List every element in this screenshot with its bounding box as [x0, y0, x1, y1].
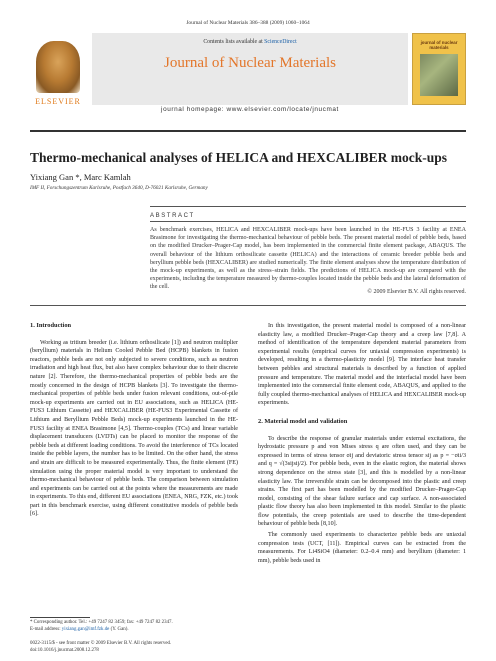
introduction-paragraph: Working as tritium breeder (i.e. lithium orthosilicate [1]) and neutron multiplier (beryllium) materials in Helium Cooled Pebble Bed (HCPB) blankets in fusion reactors, pebble beds are not only subjected to severe conditions, such as neutron irradiation and high heat flux, but also have complex behaviour due to their discrete nature [2]. Therefore, the thermo-mechanical properties of pebble beds are the mostly concerned in the design of HCPB blankets [3]. To investigate the thermo-mechanical properties of pebble beds under fusion relevant conditions, out-of-pile mock-up experiments are carried out in EU associations, such as HELICA (HE-FUS3 Lithium Cassette) and HEXCALIBER (HE-FUS3 Experimental Cassette of Lithium and Beryllium Pebble Beds) mock-up experiments launched in the HE-FUS3 facility at ENEA Brasimone [4,5]. Thermo-couples (TCs) and linear variable displacement transducers (LVDTs) can be placed to monitor the response of the pebble beds at different loading conditions. To avoid the interference of TCs located inside the pebble layers, the number has to be limited. On the other hand, the stress and strain are difficult to be measured experimentally. Thus, the finite element (FE) simulation using the proper material model is very important to understand the thermo-mechanical behaviour of pebble beds. The comparison between simulation and experiments can be carried out at the points where the measurements are made in experiments. To this end, different EU associations (ENEA, NRG, FZK, etc.) took part in this benchmark exercise, using different constitutive models of pebble beds [6]. — [30, 339, 238, 518]
author-email-link[interactable]: yixiang.gan@imf.fzk.de — [61, 626, 110, 632]
elsevier-wordmark: ELSEVIER — [35, 97, 81, 106]
author-list: Yixiang Gan *, Marc Kamlah — [30, 172, 131, 182]
journal-cover — [412, 33, 466, 105]
sciencedirect-link[interactable]: ScienceDirect — [264, 39, 297, 45]
model-paragraph-1: To describe the response of granular materials under external excitations, the hydrostatic pressure p and von Mises stress q are often used, and they can be expressed in terms of stress tensor σij and deviatoric stress tensor sij as p = −σii/3 and q = √(3sijsij/2). For pebble beds, even in the elastic region, the material shows strong dependence on the stress state [3], and this is modelled by a non-linear elasticity law. The irreversible strain can be decomposed into the plastic and creep strains. The first part has been modelled by the modified Drucker–Prager-Cap model, consisting of the shear failure surface and cap surface. A non-associated plastic flow theory has also been implemented in this model. Similar to the plastic flow potentials, the creep potentials are used to describe the time-dependent behaviour of pebble beds [8,10]. — [258, 435, 466, 528]
abstract-rule-bottom — [30, 305, 466, 306]
email-suffix: (Y. Gan). — [109, 626, 129, 632]
left-column — [30, 322, 238, 521]
journal-banner — [92, 33, 408, 105]
right-column — [258, 322, 466, 567]
abstract-heading: ABSTRACT — [150, 213, 195, 219]
article-title: Thermo-mechanical analyses of HELICA and HEXCALIBER mock-ups — [30, 150, 448, 165]
doi-link[interactable]: doi:10.1016/j.jnucmat.2008.12.278 — [30, 647, 99, 653]
footnote — [30, 620, 240, 633]
model-heading: 2. Material model and validation — [258, 417, 348, 425]
masthead — [30, 33, 466, 129]
contents-line — [92, 39, 408, 45]
cover-image — [420, 54, 458, 96]
journal-title: Journal of Nuclear Materials — [163, 55, 337, 71]
abstract-text: As benchmark exercises, HELICA and HEXCALIBER mock-ups have been launched in the HE-FUS 3 facility at ENEA Brasimone for investigating the thermo-mechanical behaviour of pebble beds. The present material model of pebble beds, based on the modified Drucker–Prager-Cap model, has been implemented in the commercial finite element package, ABAQUS. The overall behaviour of the lithium orthosilicate cassette (HELICA) and the interactions of ceramic breeder pebble beds and beryllium pebble beds (HEXCALIBER) are studied numerically. The finite element analyses show the temperature distribution of the mock-up experiments, as well as the stress–strain fields. The predictions of HELICA mock-up are compared with the experiments, including the temperature measured by thermo-couples located inside the pebble beds and the lateral deformation of the cell. — [150, 227, 466, 291]
corresponding-author-note: * Corresponding author. Tel.: +49 7247 82 3459; fax: +49 7247 82 2347. — [30, 620, 173, 625]
contents-prefix: Contents lists available at — [203, 39, 265, 45]
issn-line: 0022-3115/$ - see front matter © 2009 Elsevier B.V. All rights reserved. — [30, 641, 172, 646]
abstract-rule-top — [150, 206, 466, 207]
email-line — [30, 627, 240, 634]
email-label: E-mail address: — [30, 626, 62, 632]
introduction-heading: 1. Introduction — [30, 322, 72, 329]
citation-line: Journal of Nuclear Materials 386–388 (2009) 1060–1064 — [186, 20, 310, 26]
introduction-paragraph-2: In this investigation, the present material model is composed of a non-linear elasticity law, a modified Drucker–Prager-Cap theory and a creep law [7,8]. A method of identification of the temperature dependent material parameters from experimental results (empirical curves for uniaxial compression experiments) is developed, resulting in a thermo-plasticity model [9]. The interface heat transfer between pebbles and structural materials is described by a function of applied pressure and temperature. The material model and the interfacial model have been implemented into the commercial finite element code, ABAQUS, and applied to the fully coupled thermo-mechanical analyses of HELICA and HEXCALIBER mock-up experiments. — [258, 323, 466, 407]
footnote-rule — [30, 617, 90, 618]
issn-block — [30, 641, 171, 654]
elsevier-tree-icon — [36, 41, 80, 93]
elsevier-logo — [30, 41, 86, 111]
author-affiliation: IMF II, Forschungszentrum Karlsruhe, Postfach 3640, D-76021 Karlsruhe, Germany — [30, 185, 208, 191]
model-paragraph-2: The commonly used experiments to characterize pebble beds are uniaxial compression tests (UCT, [11]). Empirical curves can be extracted from the measurements. For Li4SiO4 (diameter: 0.2–0.4 mm) and beryllium (diameter: 1 mm), pebble beds used in — [258, 532, 466, 564]
masthead-rule — [30, 130, 466, 132]
abstract-rule-mid — [150, 221, 466, 222]
cover-title: journal of nuclear materials — [420, 40, 458, 50]
journal-homepage[interactable]: journal homepage: www.elsevier.com/locate/jnucmat — [161, 106, 339, 113]
copyright-notice: © 2009 Elsevier B.V. All rights reserved. — [367, 289, 466, 295]
